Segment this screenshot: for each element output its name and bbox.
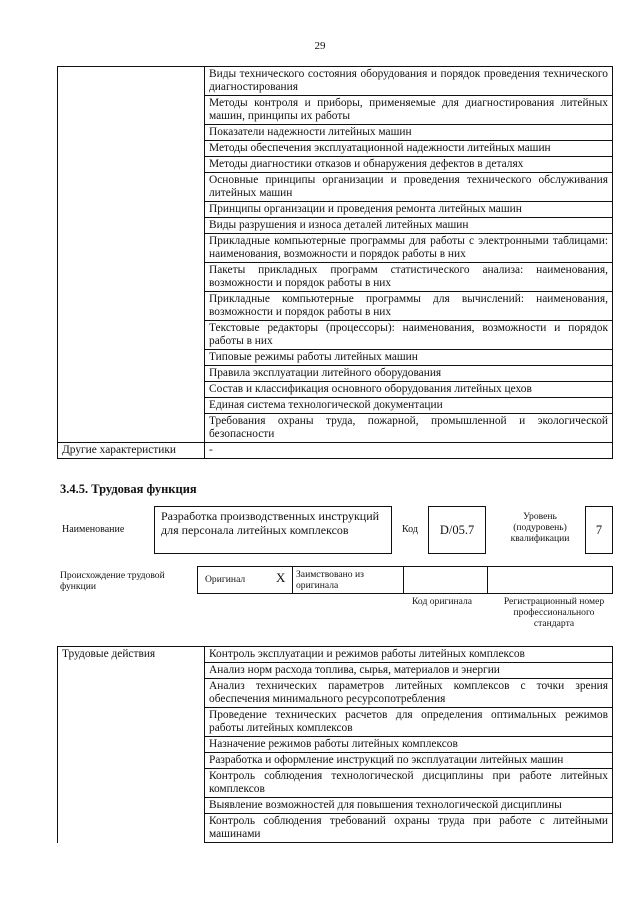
knowledge-item: Пакеты прикладных программ статистического анализа: наименования, возможности и порядок работы в них (205, 263, 613, 292)
reg-number-caption: Регистрационный номер профессионального стандарта (503, 596, 605, 629)
origin-row (197, 566, 613, 594)
knowledge-row (58, 67, 613, 96)
original-label: Оригинал (205, 574, 246, 585)
labor-action-item: Разработка и оформление инструкций по эксплуатации литейных машин (205, 753, 613, 769)
code-original-caption: Код оригинала (412, 596, 473, 607)
knowledge-item: Текстовые редакторы (процессоры): наименования, возможности и порядок работы в них (205, 321, 613, 350)
knowledge-item: Правила эксплуатации литейного оборудования (205, 366, 613, 382)
function-name: Разработка производственных инструкций для персонала литейных комплексов (154, 506, 392, 554)
knowledge-item: Принципы организации и проведения ремонта литейных машин (205, 202, 613, 218)
knowledge-item: Методы контроля и приборы, применяемые для диагностирования литейных машин, принципы их работы (205, 96, 613, 125)
code-label: Код (402, 524, 418, 535)
knowledge-label-cell (58, 67, 205, 443)
knowledge-item: Виды разрушения и износа деталей литейных машин (205, 218, 613, 234)
knowledge-item: Показатели надежности литейных машин (205, 125, 613, 141)
name-label: Наименование (62, 524, 125, 535)
function-code: D/05.7 (428, 506, 486, 554)
labor-actions-label: Трудовые действия (58, 647, 205, 843)
knowledge-item: Состав и классификация основного оборудования литейных цехов (205, 382, 613, 398)
labor-action-item: Проведение технических расчетов для определения оптимальных режимов работы литейных комплексов (205, 708, 613, 737)
section-heading: 3.4.5. Трудовая функция (60, 482, 197, 496)
knowledge-item: Основные принципы организации и проведения технического обслуживания литейных машин (205, 173, 613, 202)
knowledge-item: Прикладные компьютерные программы для вычислений: наименования, возможности и порядок работы в них (205, 292, 613, 321)
labor-actions-table (57, 646, 613, 843)
labor-action-item: Контроль соблюдения технологической дисциплины при работе литейных комплексов (205, 769, 613, 798)
labor-action-item: Контроль эксплуатации и режимов работы литейных комплексов (205, 647, 613, 663)
other-characteristics-row (58, 443, 613, 459)
qualification-level: 7 (585, 506, 613, 554)
labor-action-row (58, 647, 613, 663)
knowledge-item: Требования охраны труда, пожарной, промышленной и экологической безопасности (205, 414, 613, 443)
labor-action-item: Анализ норм расхода топлива, сырья, материалов и энергии (205, 663, 613, 679)
knowledge-item: Типовые режимы работы литейных машин (205, 350, 613, 366)
knowledge-item: Прикладные компьютерные программы для работы с электронными таблицами: наименования, возможности и порядок работы в них (205, 234, 613, 263)
labor-action-item: Выявление возможностей для повышения технологической дисциплины (205, 798, 613, 814)
knowledge-item: Методы диагностики отказов и обнаружения дефектов в деталях (205, 157, 613, 173)
page-number: 29 (314, 40, 326, 52)
other-characteristics-value: - (205, 443, 613, 459)
original-mark: X (276, 570, 286, 585)
origin-label: Происхождение трудовой функции (60, 570, 165, 592)
knowledge-table (57, 66, 613, 459)
knowledge-item: Виды технического состояния оборудования и порядок проведения технического диагностирования (205, 67, 613, 96)
borrowed-label: Заимствовано из оригинала (296, 569, 364, 591)
other-characteristics-label: Другие характеристики (58, 443, 205, 459)
labor-action-item: Анализ технических параметров литейных комплексов с точки зрения обеспечения минимального ресурсопотребления (205, 679, 613, 708)
labor-action-item: Контроль соблюдения требований охраны труда при работе с литейными машинами (205, 814, 613, 843)
knowledge-item: Методы обеспечения эксплуатационной надежности литейных машин (205, 141, 613, 157)
knowledge-item: Единая система технологической документации (205, 398, 613, 414)
labor-action-item: Назначение режимов работы литейных комплексов (205, 737, 613, 753)
level-label: Уровень (подуровень) квалификации (510, 511, 570, 544)
